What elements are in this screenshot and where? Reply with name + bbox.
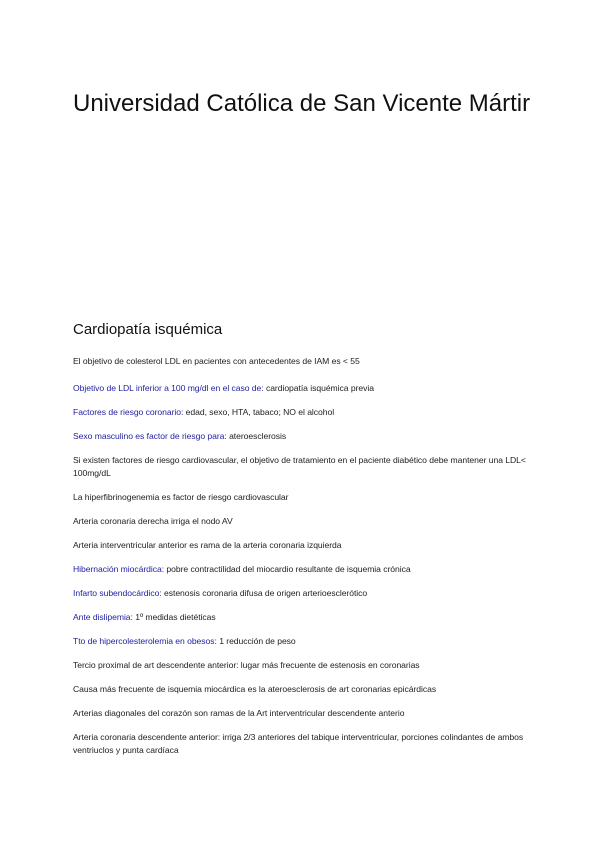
item-text: 1º medidas dietéticas bbox=[132, 612, 216, 622]
list-item: Arterias diagonales del corazón son ramas de la Art interventricular descendente anterio bbox=[73, 708, 405, 718]
list-item bbox=[73, 430, 533, 443]
list-item bbox=[73, 635, 533, 648]
item-term: Objetivo de LDL inferior a 100 mg/dl en el caso de: bbox=[73, 383, 264, 393]
item-text: 1 reducción de peso bbox=[216, 636, 296, 646]
item-term: Tto de hipercolesterolemia en obesos: bbox=[73, 636, 217, 646]
item-text: pobre contractilidad del miocardio resultante de isquemia crónica bbox=[164, 564, 411, 574]
list-item: Arteria interventricular anterior es rama de la arteria coronaria izquierda bbox=[73, 540, 342, 550]
item-text: cardiopatía isquémica previa bbox=[263, 383, 374, 393]
item-text: edad, sexo, HTA, tabaco; NO el alcohol bbox=[183, 407, 335, 417]
item-term: Hibernación miocárdica: bbox=[73, 564, 165, 574]
list-item: Arteria coronaria derecha irriga el nodo AV bbox=[73, 516, 233, 526]
item-text: estenosis coronaria difusa de origen arterioesclerótico bbox=[161, 588, 368, 598]
document-title: Universidad Católica de San Vicente Mártir bbox=[73, 90, 531, 117]
item-term: Factores de riesgo coronario: bbox=[73, 407, 184, 417]
list-item: Causa más frecuente de isquemia miocárdica es la ateroesclerosis de art coronarias epicárdicas bbox=[73, 684, 437, 694]
item-term: Sexo masculino es factor de riesgo para: bbox=[73, 431, 227, 441]
list-item: Si existen factores de riesgo cardiovascular, el objetivo de tratamiento en el paciente diabético debe mantener una LDL< 100mg/dL bbox=[73, 455, 526, 478]
list-item bbox=[73, 587, 533, 600]
list-item: El objetivo de colesterol LDL en pacientes con antecedentes de IAM es < 55 bbox=[73, 356, 360, 366]
list-item bbox=[73, 563, 533, 576]
list-item: Tercio proximal de art descendente anterior: lugar más frecuente de estenosis en coronarias bbox=[73, 660, 420, 670]
list-item bbox=[73, 406, 533, 419]
list-item bbox=[73, 382, 533, 395]
list-item: La hiperfibrinogenemia es factor de riesgo cardiovascular bbox=[73, 492, 289, 502]
list-item: Arteria coronaria descendente anterior: irriga 2/3 anteriores del tabique interventricular, porciones colindantes de ambos ventriuclos y punta cardíaca bbox=[73, 732, 524, 755]
list-item bbox=[73, 611, 533, 624]
section-title: Cardiopatía isquémica bbox=[73, 321, 223, 338]
item-text: ateroesclerosis bbox=[226, 431, 287, 441]
item-term: Infarto subendocárdico: bbox=[73, 588, 162, 598]
item-term: Ante dislipemia: bbox=[73, 612, 133, 622]
